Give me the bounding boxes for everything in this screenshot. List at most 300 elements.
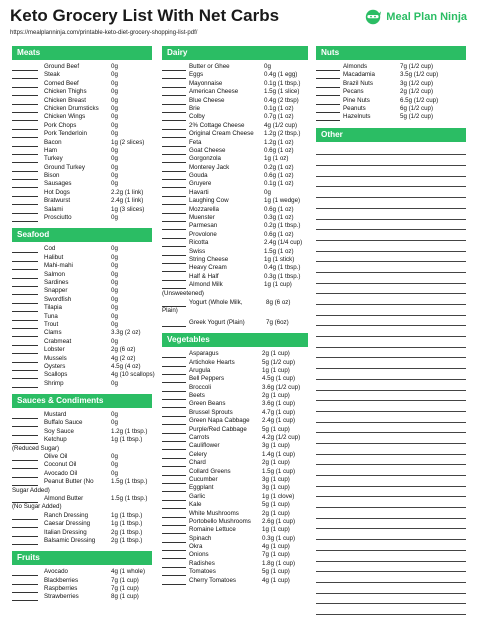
checkbox-line[interactable] — [12, 544, 38, 545]
item-net-carbs: 3g (1 cup) — [262, 484, 290, 492]
item-net-carbs: 0g — [111, 172, 118, 180]
vegetables-item — [162, 526, 308, 534]
other-write-line[interactable] — [316, 305, 466, 316]
item-name: Feta — [189, 138, 202, 146]
other-write-line[interactable] — [316, 326, 466, 337]
other-write-line[interactable] — [316, 540, 466, 551]
nuts-section — [316, 46, 466, 122]
item-net-carbs: 1.5g (1 tbsp.) — [111, 494, 148, 502]
item-net-carbs: 0g — [111, 146, 118, 154]
item-name: Raspberries — [44, 585, 78, 593]
item-net-carbs: 4g (1 whole) — [111, 568, 146, 576]
item-net-carbs: 0g — [111, 419, 118, 427]
seafood-header: Seafood — [12, 228, 152, 242]
item-net-carbs: 0g — [111, 337, 118, 345]
item-net-carbs: 0g — [111, 88, 118, 96]
other-write-line[interactable] — [316, 252, 466, 263]
dairy-item — [162, 139, 308, 147]
item-name: Sardines — [44, 278, 69, 286]
meats-item — [12, 63, 152, 71]
item-name-continuation: (No Sugar Added) — [12, 503, 62, 511]
item-net-carbs: 0g — [111, 79, 118, 87]
item-name: Hazelnuts — [343, 113, 371, 121]
item-net-carbs: 2.6g (1 cup) — [262, 517, 296, 525]
item-name: Green Beans — [189, 400, 226, 408]
checkbox-line[interactable] — [12, 443, 38, 444]
item-name: Scallops — [44, 371, 68, 379]
vegetables-item — [162, 560, 308, 568]
dairy-item — [162, 97, 308, 105]
item-name: Eggplant — [189, 484, 214, 492]
other-write-line[interactable] — [316, 337, 466, 348]
item-net-carbs: 0g — [111, 121, 118, 129]
seafood-section — [12, 228, 155, 388]
other-write-line[interactable] — [316, 358, 466, 369]
item-net-carbs: 0.4g (1 egg) — [264, 71, 298, 79]
other-write-line[interactable] — [316, 391, 466, 402]
meats-item — [12, 214, 152, 222]
dairy-item — [162, 88, 308, 96]
other-write-line[interactable] — [316, 594, 466, 605]
checkbox-line[interactable] — [316, 120, 340, 121]
item-name: 2% Cottage Cheese — [189, 121, 245, 129]
item-name: Turkey — [44, 155, 63, 163]
item-net-carbs: 0.3g (1 tbsp.) — [264, 272, 301, 280]
other-write-line[interactable] — [316, 562, 466, 573]
other-write-line[interactable] — [316, 583, 466, 594]
meats-item — [12, 164, 152, 172]
item-name: Balsamic Dressing — [44, 536, 96, 544]
vegetables-item — [162, 518, 308, 526]
dairy-item — [162, 113, 308, 121]
item-net-carbs: 1g (1 cup) — [264, 281, 292, 289]
vegetables-item — [162, 551, 308, 559]
other-lines — [316, 145, 466, 615]
item-name: Mozzarella — [189, 205, 219, 213]
item-name: Lobster — [44, 346, 65, 354]
other-write-line[interactable] — [316, 166, 466, 177]
item-name: Blackberries — [44, 576, 79, 584]
item-net-carbs: 2.4g (1/4 cup) — [264, 239, 303, 247]
sauces-header: Sauces & Condiments — [12, 394, 152, 408]
meats-list — [12, 63, 152, 222]
item-net-carbs: 2g (1 cup) — [262, 392, 290, 400]
item-net-carbs: 7g (1 cup) — [111, 585, 139, 593]
sauces-item — [12, 461, 152, 469]
other-write-line[interactable] — [316, 284, 466, 295]
item-name: Peanuts — [343, 104, 366, 112]
item-name: Prosciutto — [44, 214, 72, 222]
item-net-carbs: 2g (1 cup) — [262, 509, 290, 517]
other-write-line[interactable] — [316, 497, 466, 508]
item-net-carbs: 0.4g (1 tbsp.) — [264, 264, 301, 272]
meats-item — [12, 180, 152, 188]
seafood-item — [12, 338, 152, 346]
dairy-item — [162, 214, 308, 222]
page-title: Keto Grocery List With Net Carbs — [10, 6, 280, 25]
item-net-carbs: 0g — [111, 453, 118, 461]
other-write-line[interactable] — [316, 198, 466, 209]
other-write-line[interactable] — [316, 241, 466, 252]
other-write-line[interactable] — [316, 604, 466, 615]
item-name: Okra — [189, 543, 203, 551]
nuts-item — [316, 97, 466, 105]
item-net-carbs: 7g (1/2 cup) — [400, 63, 434, 70]
column-1 — [12, 46, 155, 608]
item-net-carbs: 0g — [111, 278, 118, 286]
item-net-carbs: 0g — [111, 312, 118, 320]
vegetables-item — [162, 350, 308, 358]
seafood-item — [12, 254, 152, 262]
other-write-line[interactable] — [316, 412, 466, 423]
item-name: Garlic — [189, 492, 206, 500]
dairy-item — [162, 130, 308, 138]
dairy-item — [162, 273, 308, 281]
other-write-line[interactable] — [316, 230, 466, 241]
item-net-carbs: 4g (1/2 cup) — [264, 121, 298, 129]
item-name: Broccoli — [189, 383, 212, 391]
dairy-item — [162, 105, 308, 113]
item-net-carbs: 0g — [111, 130, 118, 138]
item-net-carbs: 4g (10 scallops) — [111, 371, 155, 379]
meats-item — [12, 197, 152, 205]
dairy-item — [162, 155, 308, 163]
item-net-carbs: 0g — [111, 163, 118, 171]
checkbox-line[interactable] — [12, 485, 38, 486]
item-net-carbs: 1g (1 stick) — [264, 255, 295, 263]
item-name: Gorgonzola — [189, 155, 221, 163]
item-net-carbs: 0g — [111, 379, 118, 387]
dairy-item — [162, 180, 308, 188]
other-write-line[interactable] — [316, 401, 466, 412]
item-name: Salmon — [44, 270, 65, 278]
other-write-line[interactable] — [316, 316, 466, 327]
item-name: Ground Turkey — [44, 163, 85, 171]
other-write-line[interactable] — [316, 444, 466, 455]
item-name: Spinach — [189, 534, 212, 542]
item-name: Corned Beef — [44, 79, 79, 87]
item-net-carbs: 4.2g (1/2 cup) — [262, 434, 301, 442]
item-name: Greek Yogurt (Plain) — [189, 318, 245, 326]
other-write-line[interactable] — [316, 145, 466, 156]
other-write-line[interactable] — [316, 177, 466, 188]
item-name: Salami — [44, 205, 63, 213]
seafood-item — [12, 371, 155, 379]
item-net-carbs: 4g (1 cup) — [262, 543, 290, 551]
meats-item — [12, 97, 152, 105]
dairy-item — [162, 71, 308, 79]
item-net-carbs: 1.8g (1 cup) — [262, 559, 296, 567]
item-name: Ketchup — [44, 436, 67, 444]
seafood-item — [12, 329, 152, 337]
checkbox-line[interactable] — [12, 387, 38, 388]
item-name: Carrots — [189, 434, 210, 442]
item-name: Monterey Jack — [189, 163, 230, 171]
checkbox-line[interactable] — [162, 288, 186, 289]
item-name: Caesar Dressing — [44, 520, 91, 528]
dairy-item — [162, 231, 308, 239]
vegetables-item — [162, 367, 308, 375]
item-name: Artichoke Hearts — [189, 358, 235, 366]
item-name: String Cheese — [189, 255, 229, 263]
dairy-item — [162, 248, 308, 256]
item-name: Goat Cheese — [189, 146, 226, 154]
item-net-carbs: 0.1g (1 tbsp.) — [264, 79, 301, 87]
other-write-line[interactable] — [316, 262, 466, 273]
other-write-line[interactable] — [316, 433, 466, 444]
dairy-item — [162, 63, 308, 71]
dairy-item — [162, 147, 308, 155]
item-name: Half & Half — [189, 272, 219, 280]
item-net-carbs: 4.5g (4 oz) — [111, 362, 141, 370]
other-write-line[interactable] — [316, 187, 466, 198]
item-name: Parmesan — [189, 222, 218, 230]
meats-item — [12, 139, 152, 147]
item-net-carbs: 0g — [111, 63, 118, 70]
vegetables-item — [162, 468, 308, 476]
fruits-section — [12, 551, 152, 602]
seafood-item — [12, 296, 152, 304]
other-write-line[interactable] — [316, 465, 466, 476]
vegetables-item — [162, 501, 308, 509]
checkbox-line[interactable] — [12, 502, 38, 503]
other-header: Other — [316, 128, 466, 142]
item-name: Pork Chops — [44, 121, 77, 129]
sauces-item — [12, 529, 152, 537]
vegetables-header: Vegetables — [162, 333, 308, 347]
fruits-item — [12, 585, 152, 593]
dairy-item — [162, 122, 308, 130]
item-name: Snapper — [44, 287, 68, 295]
item-name: American Cheese — [189, 88, 239, 96]
other-write-line[interactable] — [316, 155, 466, 166]
item-name: Pork Tenderloin — [44, 130, 87, 138]
item-net-carbs: 1g (1 tbsp.) — [111, 436, 143, 444]
nuts-item — [316, 88, 466, 96]
item-name: Strawberries — [44, 593, 79, 601]
brand-logo[interactable] — [365, 9, 467, 25]
item-name: Beets — [189, 392, 205, 400]
sauces-item — [12, 436, 152, 444]
dairy-item — [162, 319, 308, 327]
other-write-line[interactable] — [316, 487, 466, 498]
item-name: Green Napa Cabbage — [189, 417, 250, 425]
item-name: Soy Sauce — [44, 427, 74, 435]
item-net-carbs: 1.5g (1 oz) — [264, 247, 294, 255]
item-name: Crabmeat — [44, 337, 72, 345]
item-net-carbs: 1g (1 oz) — [264, 155, 289, 163]
other-write-line[interactable] — [316, 519, 466, 530]
source-url[interactable]: https://mealplanninja.com/printable-keto-diet-grocery-shopping-list-pdf/ — [10, 30, 198, 36]
item-name: Chicken Breast — [44, 96, 86, 104]
other-write-line[interactable] — [316, 551, 466, 562]
item-net-carbs: 0g — [111, 113, 118, 121]
item-net-carbs: 0g — [111, 304, 118, 312]
item-name: Sausages — [44, 180, 72, 188]
item-net-carbs: 0g — [111, 270, 118, 278]
item-name: Swordfish — [44, 295, 72, 303]
item-name: Butter or Ghee — [189, 63, 230, 70]
other-write-line[interactable] — [316, 209, 466, 220]
item-name: Steak — [44, 71, 60, 79]
item-name: Havarti — [189, 188, 209, 196]
item-name: Laughing Cow — [189, 197, 229, 205]
column-3 — [316, 46, 466, 621]
vegetables-item — [162, 577, 308, 585]
seafood-item — [12, 287, 152, 295]
vegetables-item — [162, 392, 308, 400]
item-name: Tomatoes — [189, 568, 216, 576]
item-net-carbs: 3.5g (1/2 cup) — [400, 71, 439, 79]
item-name: Ham — [44, 146, 58, 154]
item-name: Gruyere — [189, 180, 212, 188]
item-net-carbs: 6g (1/2 cup) — [400, 104, 434, 112]
item-name: Peanut Butter (No — [44, 478, 94, 486]
item-net-carbs: 1.2g (2 tbsp.) — [264, 130, 301, 138]
seafood-item — [12, 355, 152, 363]
nuts-item — [316, 105, 466, 113]
item-net-carbs: 0g — [111, 461, 118, 469]
item-name: Avocado Oil — [44, 469, 78, 477]
item-name: Mahi-mahi — [44, 262, 73, 270]
item-net-carbs: 5g (1 cup) — [262, 501, 290, 509]
meats-item — [12, 189, 152, 197]
item-name: Almond Milk — [189, 281, 223, 289]
item-net-carbs: 3.6g (1 cup) — [262, 400, 296, 408]
vegetables-item — [162, 426, 308, 434]
item-net-carbs: 7g (1 cup) — [262, 551, 290, 559]
dairy-item — [162, 222, 308, 230]
item-net-carbs: 3.6g (1/2 cup) — [262, 383, 301, 391]
dairy-item — [162, 256, 308, 264]
item-net-carbs: 0.4g (2 tbsp) — [264, 96, 299, 104]
sauces-item — [12, 512, 152, 520]
vegetables-item — [162, 535, 308, 543]
vegetables-item — [162, 409, 308, 417]
item-net-carbs: 0g — [111, 155, 118, 163]
nuts-item — [316, 63, 466, 71]
item-name: Shrimp — [44, 379, 64, 387]
other-write-line[interactable] — [316, 529, 466, 540]
sauces-item — [12, 428, 152, 436]
item-name: Macadamia — [343, 71, 375, 79]
sauces-item — [12, 470, 152, 478]
item-net-carbs: 3g (1 cup) — [262, 475, 290, 483]
item-net-carbs: 0.6g (1 oz) — [264, 205, 294, 213]
dairy-header: Dairy — [162, 46, 308, 60]
item-net-carbs: 1.2g (1 tbsp.) — [111, 427, 148, 435]
fruits-item — [12, 593, 152, 601]
item-name-continuation: (Unsweetened) — [162, 289, 204, 297]
item-name: Original Cream Cheese — [189, 130, 254, 138]
seafood-item — [12, 321, 152, 329]
item-net-carbs: 5g (1/2 cup) — [400, 113, 434, 121]
nuts-item — [316, 113, 466, 121]
other-write-line[interactable] — [316, 273, 466, 284]
item-net-carbs: 1.5g (1 tbsp.) — [111, 478, 148, 486]
dairy-item — [162, 299, 308, 307]
item-name: Kale — [189, 501, 202, 509]
other-write-line[interactable] — [316, 572, 466, 583]
checkbox-line[interactable] — [162, 584, 186, 585]
item-name: White Mushrooms — [189, 509, 239, 517]
meats-section — [12, 46, 152, 222]
meats-item — [12, 130, 152, 138]
item-net-carbs: 0g — [111, 104, 118, 112]
item-net-carbs: 0.2g (1 oz) — [264, 163, 294, 171]
checkbox-line[interactable] — [12, 221, 38, 222]
checkbox-line[interactable] — [162, 306, 186, 307]
seafood-item — [12, 380, 152, 388]
meats-item — [12, 122, 152, 130]
item-net-carbs: 0g — [111, 253, 118, 261]
other-write-line[interactable] — [316, 348, 466, 359]
vegetables-list — [162, 350, 308, 585]
nuts-item — [316, 80, 466, 88]
other-write-line[interactable] — [316, 380, 466, 391]
item-name: Hot Dogs — [44, 188, 70, 196]
item-net-carbs: 1g (1 wedge) — [264, 197, 301, 205]
meats-item — [12, 155, 152, 163]
item-net-carbs: 4.5g (1 cup) — [262, 375, 296, 383]
item-net-carbs: 0.3g (1 oz) — [264, 214, 294, 222]
meats-item — [12, 88, 152, 96]
item-name: Mustard — [44, 411, 67, 419]
item-name: Chicken Wings — [44, 113, 86, 121]
item-net-carbs: 1g (1 cup) — [262, 366, 290, 374]
item-name: Bison — [44, 172, 60, 180]
other-write-line[interactable] — [316, 476, 466, 487]
item-name: Provolone — [189, 230, 217, 238]
other-write-line[interactable] — [316, 508, 466, 519]
meats-item — [12, 80, 152, 88]
item-name: Coconut Oil — [44, 461, 77, 469]
checkbox-line[interactable] — [12, 600, 38, 601]
item-name: Pecans — [343, 88, 364, 96]
other-write-line[interactable] — [316, 294, 466, 305]
item-net-carbs: 0.1g (1 oz) — [264, 180, 294, 188]
item-net-carbs: 0.6g (1 oz) — [264, 172, 294, 180]
item-net-carbs: 7g (1 cup) — [111, 576, 139, 584]
vegetables-item — [162, 434, 308, 442]
item-name: Asparagus — [189, 350, 219, 358]
item-net-carbs: 1g (3 slices) — [111, 205, 145, 213]
item-net-carbs: 1g (1 clove) — [262, 492, 295, 500]
dairy-item — [162, 281, 308, 289]
other-write-line[interactable] — [316, 423, 466, 434]
item-net-carbs: 1g (1 cup) — [262, 526, 290, 534]
checkbox-line[interactable] — [162, 326, 186, 327]
vegetables-item — [162, 375, 308, 383]
item-net-carbs: 0g — [111, 96, 118, 104]
seafood-item — [12, 304, 152, 312]
item-net-carbs: 8g (1 cup) — [111, 593, 139, 601]
fruits-header: Fruits — [12, 551, 152, 565]
item-name: Cod — [44, 245, 56, 253]
vegetables-item — [162, 417, 308, 425]
item-name: Almond Butter — [44, 494, 84, 502]
other-write-line[interactable] — [316, 455, 466, 466]
item-net-carbs: 0g — [111, 469, 118, 477]
item-name: Cauliflower — [189, 442, 220, 450]
item-net-carbs: 2.4g (1 link) — [111, 197, 144, 205]
other-write-line[interactable] — [316, 220, 466, 231]
other-write-line[interactable] — [316, 369, 466, 380]
item-name: Blue Cheese — [189, 96, 225, 104]
item-net-carbs: 4g (2 oz) — [111, 354, 136, 362]
dairy-section — [162, 46, 308, 327]
item-net-carbs: 2g (1/2 cup) — [400, 88, 434, 96]
